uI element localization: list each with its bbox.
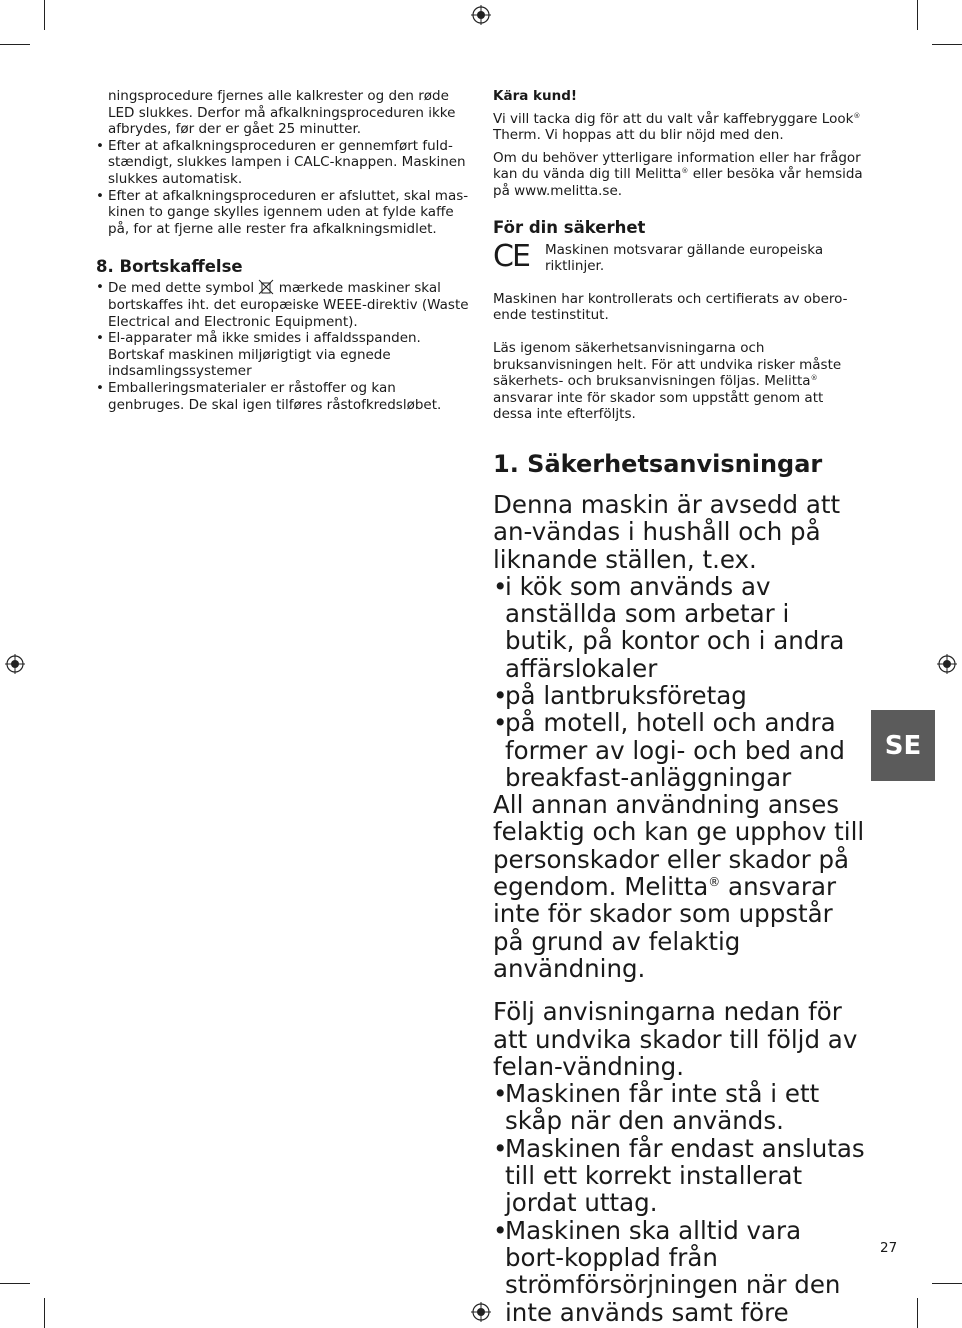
- text-span: Om du behöver ytterligare information eller har frågor kan du vända dig till Melitta: [493, 149, 861, 183]
- other-use-paragraph: [493, 791, 865, 982]
- text-span: Therm. Vi hoppas att du blir nöjd med den.: [493, 127, 784, 144]
- list-item: [96, 279, 472, 330]
- list-item: • Efter at afkalkningsproceduren er afsluttet, skal mas-kinen to gange skylles igennem uden at fylde kaffe på, for at fjerne alle rester fra afkalkningsmidlet.: [96, 188, 472, 238]
- thanks-paragraph: [493, 111, 865, 144]
- registration-mark-icon: [5, 654, 25, 674]
- registered-mark: ®: [810, 374, 818, 383]
- list-item: • Emballeringsmaterialer er råstoffer og kan genbruges. De skal igen tilføres råstofkredsløbet.: [96, 380, 472, 413]
- list-item: • Maskinen får endast anslutas till ett korrekt installerat jordat uttag.: [493, 1135, 865, 1217]
- registration-mark-icon: [471, 5, 491, 25]
- language-tab: SE: [871, 710, 935, 781]
- crop-mark: [917, 0, 918, 30]
- text-span: All annan användning anses felaktig och kan ge upphov till personskador eller skador på egendom. Melitta: [493, 790, 865, 902]
- intended-use-list: [493, 573, 865, 791]
- crossed-bin-icon: [258, 279, 274, 295]
- info-paragraph: [493, 150, 865, 200]
- text-span: Läs igenom säkerhetsanvisningarna och bruksanvisningen helt. För att undvika risker måste säkerhets- och bruksanvisningen följas. Melitta: [493, 339, 842, 390]
- left-column: [96, 88, 472, 413]
- text-span: ansvarar inte för skador som uppstått genom att dessa inte efterföljts.: [493, 389, 824, 423]
- list-item: • på motell, hotell och andra former av logi- och bed and breakfast-anläggningar: [493, 709, 865, 791]
- ce-mark-icon: CE: [493, 238, 529, 274]
- descaling-bullet-list: [96, 138, 472, 238]
- text-span: ansvarar inte för skador som uppstår på grund av felaktig användning.: [493, 872, 837, 983]
- text-span: eller besöka vår hemsida på www.melitta.se.: [493, 166, 863, 199]
- section-heading: 8. Bortskaffelse: [96, 257, 243, 277]
- continued-paragraph: ningsprocedure fjernes alle kalkrester og den røde LED slukkes. Derfor må afkalkningsproceduren ikke afbrydes, før der er gået 25 minutter.: [108, 88, 456, 138]
- crop-mark: [932, 1283, 962, 1284]
- page-number: 27: [880, 1240, 898, 1256]
- registered-mark: ®: [681, 167, 689, 176]
- crop-mark: [917, 1298, 918, 1328]
- section-heading: 1. Säkerhetsanvisningar: [493, 449, 823, 478]
- greeting: Kära kund!: [493, 88, 578, 104]
- list-item: • El-apparater må ikke smides i affaldsspanden. Bortskaf maskinen miljørigtigt via egnede indsamlingssystemer: [96, 330, 472, 380]
- list-item: • på lantbruksföretag: [493, 682, 865, 709]
- crop-mark: [0, 44, 30, 45]
- crop-mark: [44, 0, 45, 30]
- registration-mark-icon: [471, 1302, 491, 1322]
- follow-paragraph: Följ anvisningarna nedan för att undvika skador till följd av felan-vändning.: [493, 997, 858, 1081]
- intended-use-paragraph: Denna maskin är avsedd att an-vändas i hushåll och på liknande ställen, t.ex.: [493, 489, 841, 574]
- list-item: • Efter at afkalkningsproceduren er gennemført fuld-stændigt, slukkes lampen i CALC-knappen. Maskinen slukkes automatisk.: [96, 138, 472, 188]
- ce-text: Maskinen motsvarar gällande europeiska riktlinjer.: [545, 241, 824, 275]
- read-paragraph: [493, 340, 865, 423]
- follow-list: [493, 1080, 865, 1326]
- right-column: [493, 88, 865, 1326]
- registered-mark: ®: [708, 875, 721, 890]
- crop-mark: [44, 1298, 45, 1328]
- list-item: • Maskinen får inte stå i ett skåp när den används.: [493, 1080, 865, 1135]
- text-span: Vi vill tacka dig för att du valt vår kaffebryggare Look: [493, 110, 854, 127]
- list-item-text: mærkede maskiner skal bortskaffes iht. det europæiske WEEE-direktiv (Waste Electrical and Electronic Equipment).: [108, 280, 469, 330]
- ce-row: [493, 238, 865, 275]
- safety-heading: För din säkerhet: [493, 217, 646, 237]
- registered-mark: ®: [853, 111, 861, 120]
- crop-mark: [0, 1283, 30, 1284]
- list-item: • Maskinen ska alltid vara bort-kopplad från strömförsörjningen när den inte används samt före: [493, 1217, 865, 1326]
- registration-mark-icon: [937, 654, 957, 674]
- safety-instructions: [493, 491, 865, 1326]
- crop-mark: [932, 44, 962, 45]
- disposal-bullet-list: [96, 279, 472, 413]
- list-item: • i kök som används av anställda som arbetar i butik, på kontor och i andra affärslokaler: [493, 573, 865, 682]
- checked-paragraph: Maskinen har kontrollerats och certifierats av obero-ende testinstitut.: [493, 290, 848, 324]
- list-item-text: De med dette symbol: [108, 280, 255, 297]
